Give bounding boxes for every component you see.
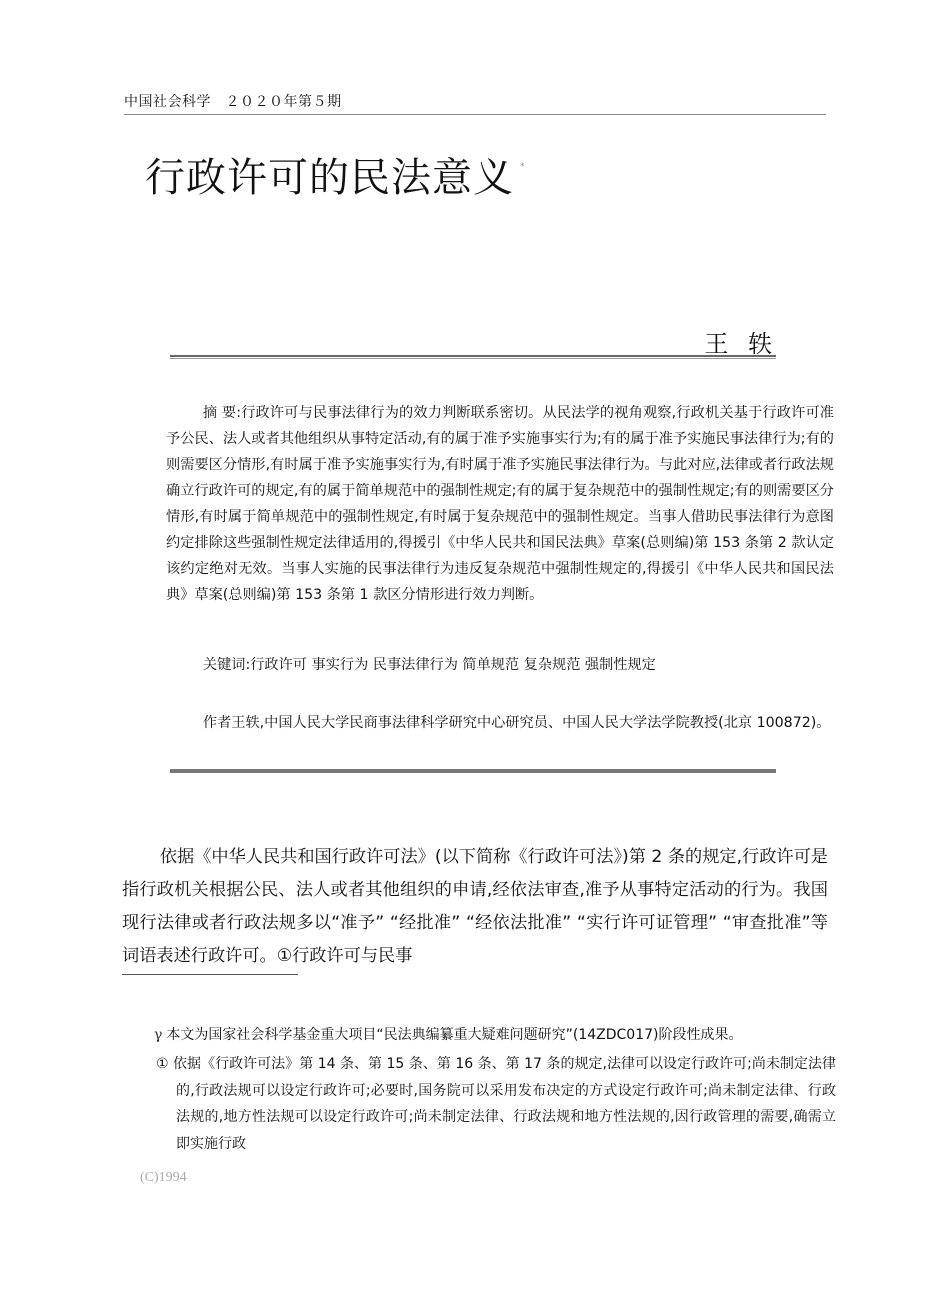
body-paragraph: 依据《中华人民共和国行政许可法》(以下简称《行政许可法》)第 2 条的规定,行政许可是指行政机关根据公民、法人或者其他组织的申请,经依法审查,准予从事特定活动的行为。我国现行法律或者行政法规多以“准予” “经批准” “经依法批准” “实行许可证管理” “审查批准”等词语表述行政许可。①行政许可与民事 [122,847,828,966]
fund-marker: γ [154,1027,163,1043]
article-title [145,146,526,203]
copyright-watermark: (C)1994 [140,1170,187,1185]
author-affiliation: 作者王轶,中国人民大学民商事法律科学研究中心研究员、中国人民大学法学院教授(北京 100872)。 [202,715,831,731]
footnote-divider [122,974,298,975]
author-name: 王 轶 [704,330,778,358]
abstract: 摘 要:行政许可与民事法律行为的效力判断联系密切。从民法学的视角观察,行政机关基于行政许可准予公民、法人或者其他组织从事特定活动,有的属于准予实施事实行为;有的属于准予实施民事法律行为;有的则需要区分情形,有时属于准予实施事实行为,有时属于准予实施民事法律行为。与此对应,法律或者行政法规确立行政许可的规定,有的属于简单规范中的强制性规定;有的属于复杂规范中的强制性规定;有的则需要区分情形,有时属于简单规范中的强制性规定,有时属于复杂规范中的强制性规定。当事人借助民事法律行为意图约定排除这些强制性规定法律适用的,得援引《中华人民共和国民法典》草案(总则编)第 153 条第 2 款认定该约定绝对无效。当事人实施的民事法律行为违反复杂规范中强制性规定的,得援引《中华人民共和国民法典》草案(总则编)第 153 条第 1 款区分情形进行效力判断。 [166,405,834,603]
title-text: 行政许可的民法意义 [145,155,514,201]
footnote-1: ① 依据《行政许可法》第 14 条、第 15 条、第 16 条、第 17 条的规定,法律可以设定行政许可;尚未制定法律的,行政法规可以设定行政许可;必要时,国务院可以采用发布决定的方式设定行政许可;尚未制定法律、行政法规的,地方性法规可以设定行政许可;尚未制定法律、行政法规和地方性法规的,因行政管理的需要,确需立即实施行政 [156,1056,836,1152]
keywords: 关键词:行政许可 事实行为 民事法律行为 简单规范 复杂规范 强制性规定 [202,657,656,673]
journal-header: 中国社会科学 ２０２０年第５期 [124,94,342,110]
header-divider [124,114,826,115]
abstract-top-rule [170,355,776,359]
title-footnote-marker: * [520,162,526,172]
footnote-fund [154,1022,743,1048]
abstract-bottom-rule [170,769,776,773]
fund-text: 本文为国家社会科学基金重大项目“民法典编纂重大疑难问题研究”(14ZDC017)阶段性成果。 [166,1027,743,1043]
